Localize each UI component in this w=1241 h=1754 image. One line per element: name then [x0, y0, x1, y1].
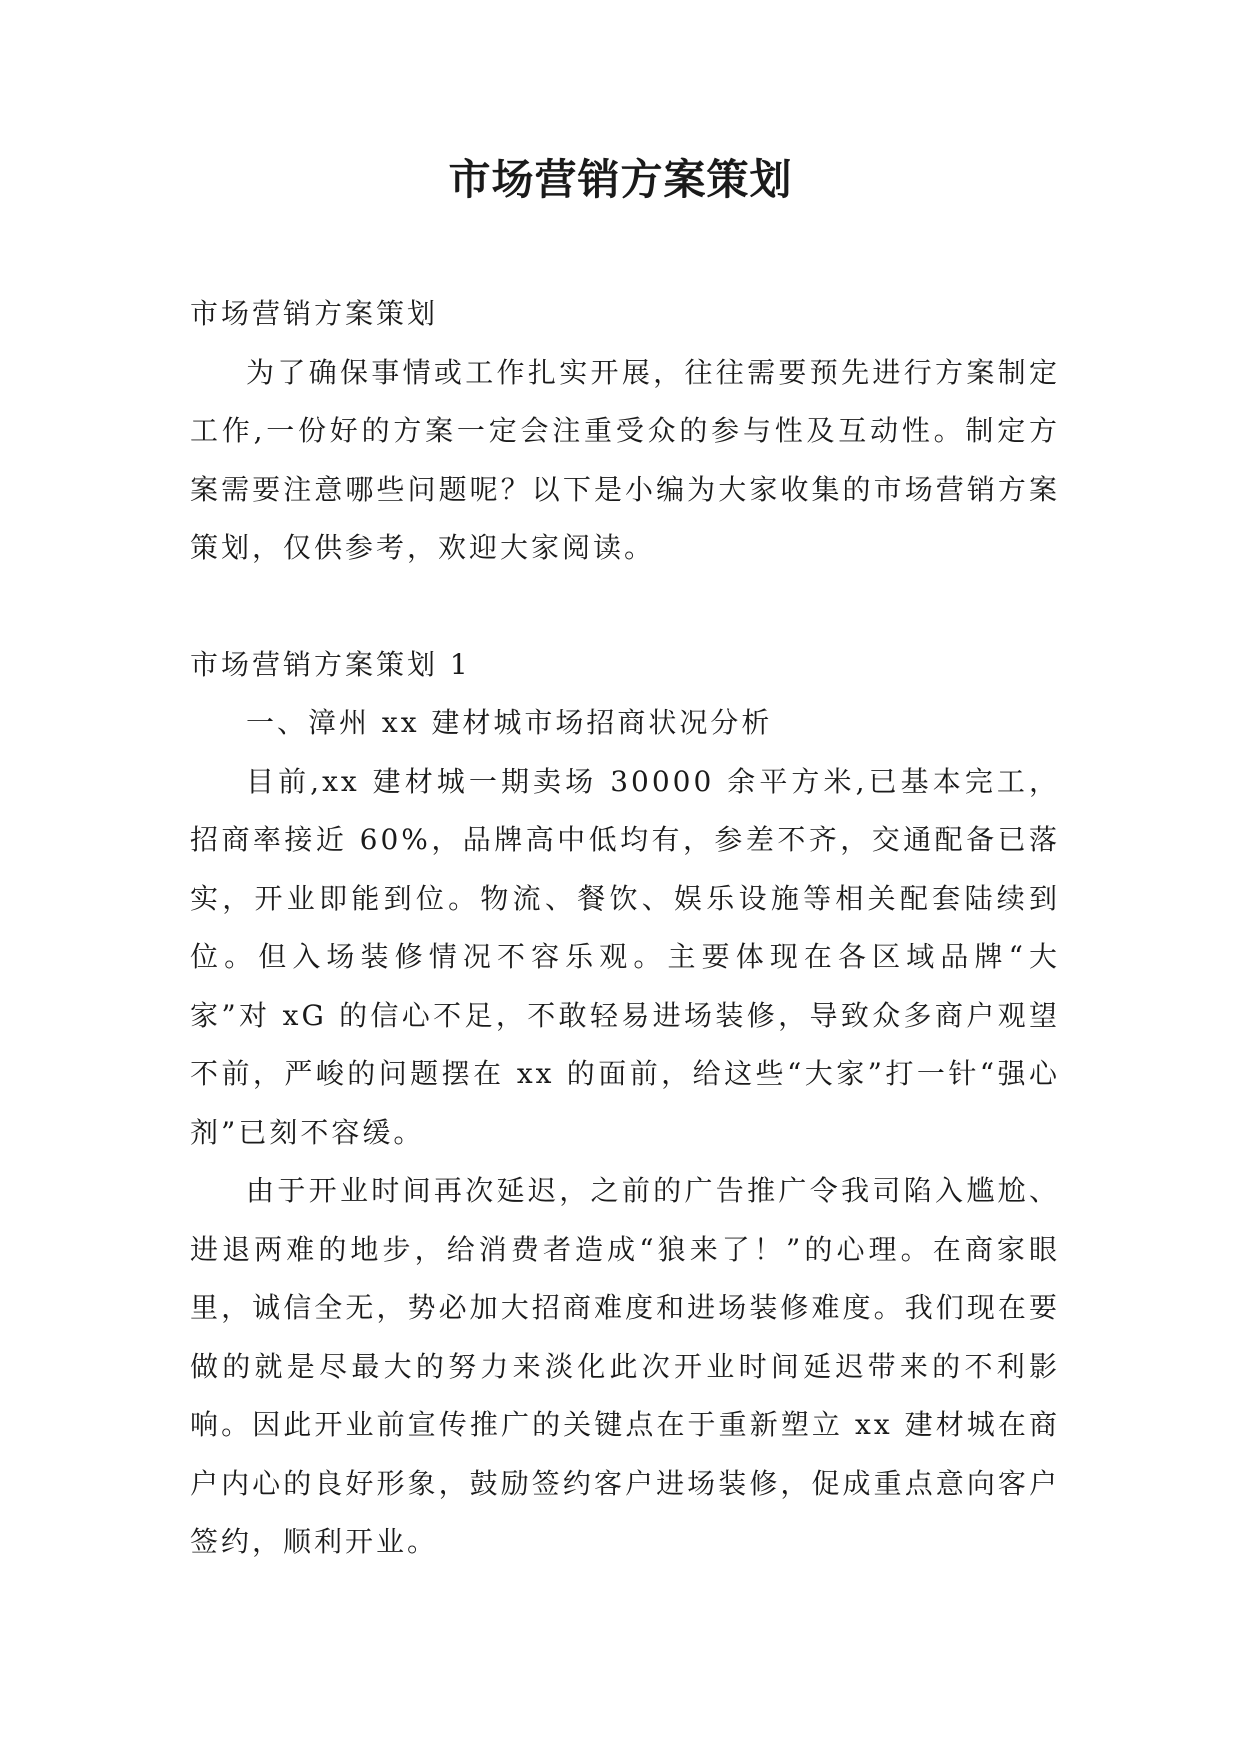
document-subtitle: 市场营销方案策划: [190, 297, 439, 330]
body-paragraph-2: 由于开业时间再次延迟，之前的广告推广令我司陷入尴尬、进退两难的地步，给消费者造成“狼来了！”的心理。在商家眼里，诚信全无，势必加大招商难度和进场装修难度。我们现在要做的就是尽最大的努力来淡化此次开业时间延迟带来的不利影响。因此开业前宣传推广的关键点在于重新塑立 xx 建材城在商户内心的良好形象，鼓励签约客户进场装修，促成重点意向客户签约，顺利开业。: [190, 1174, 1060, 1558]
intro-paragraph: 为了确保事情或工作扎实开展，往往需要预先进行方案制定工作,一份好的方案一定会注重受众的参与性及互动性。制定方案需要注意哪些问题呢？以下是小编为大家收集的市场营销方案策划，仅供参考，欢迎大家阅读。: [190, 355, 1060, 564]
section-spacer: [190, 578, 1060, 636]
document-body: [190, 285, 1060, 1572]
section-subheading: 一、漳州 xx 建材城市场招商状况分析: [246, 706, 773, 739]
body-paragraph-1: 目前,xx 建材城一期卖场 30000 余平方米,已基本完工，招商率接近 60%，品牌高中低均有，参差不齐，交通配备已落实，开业即能到位。物流、餐饮、娱乐设施等相关配套陆续到位。但入场装修情况不容乐观。主要体现在各区域品牌“大家”对 xG 的信心不足，不敢轻易进场装修，导致众多商户观望不前，严峻的问题摆在 xx 的面前，给这些“大家”打一针“强心剂”已刻不容缓。: [190, 764, 1060, 1149]
document-title: 市场营销方案策划: [448, 155, 793, 204]
section-heading: 市场营销方案策划 1: [190, 647, 471, 681]
